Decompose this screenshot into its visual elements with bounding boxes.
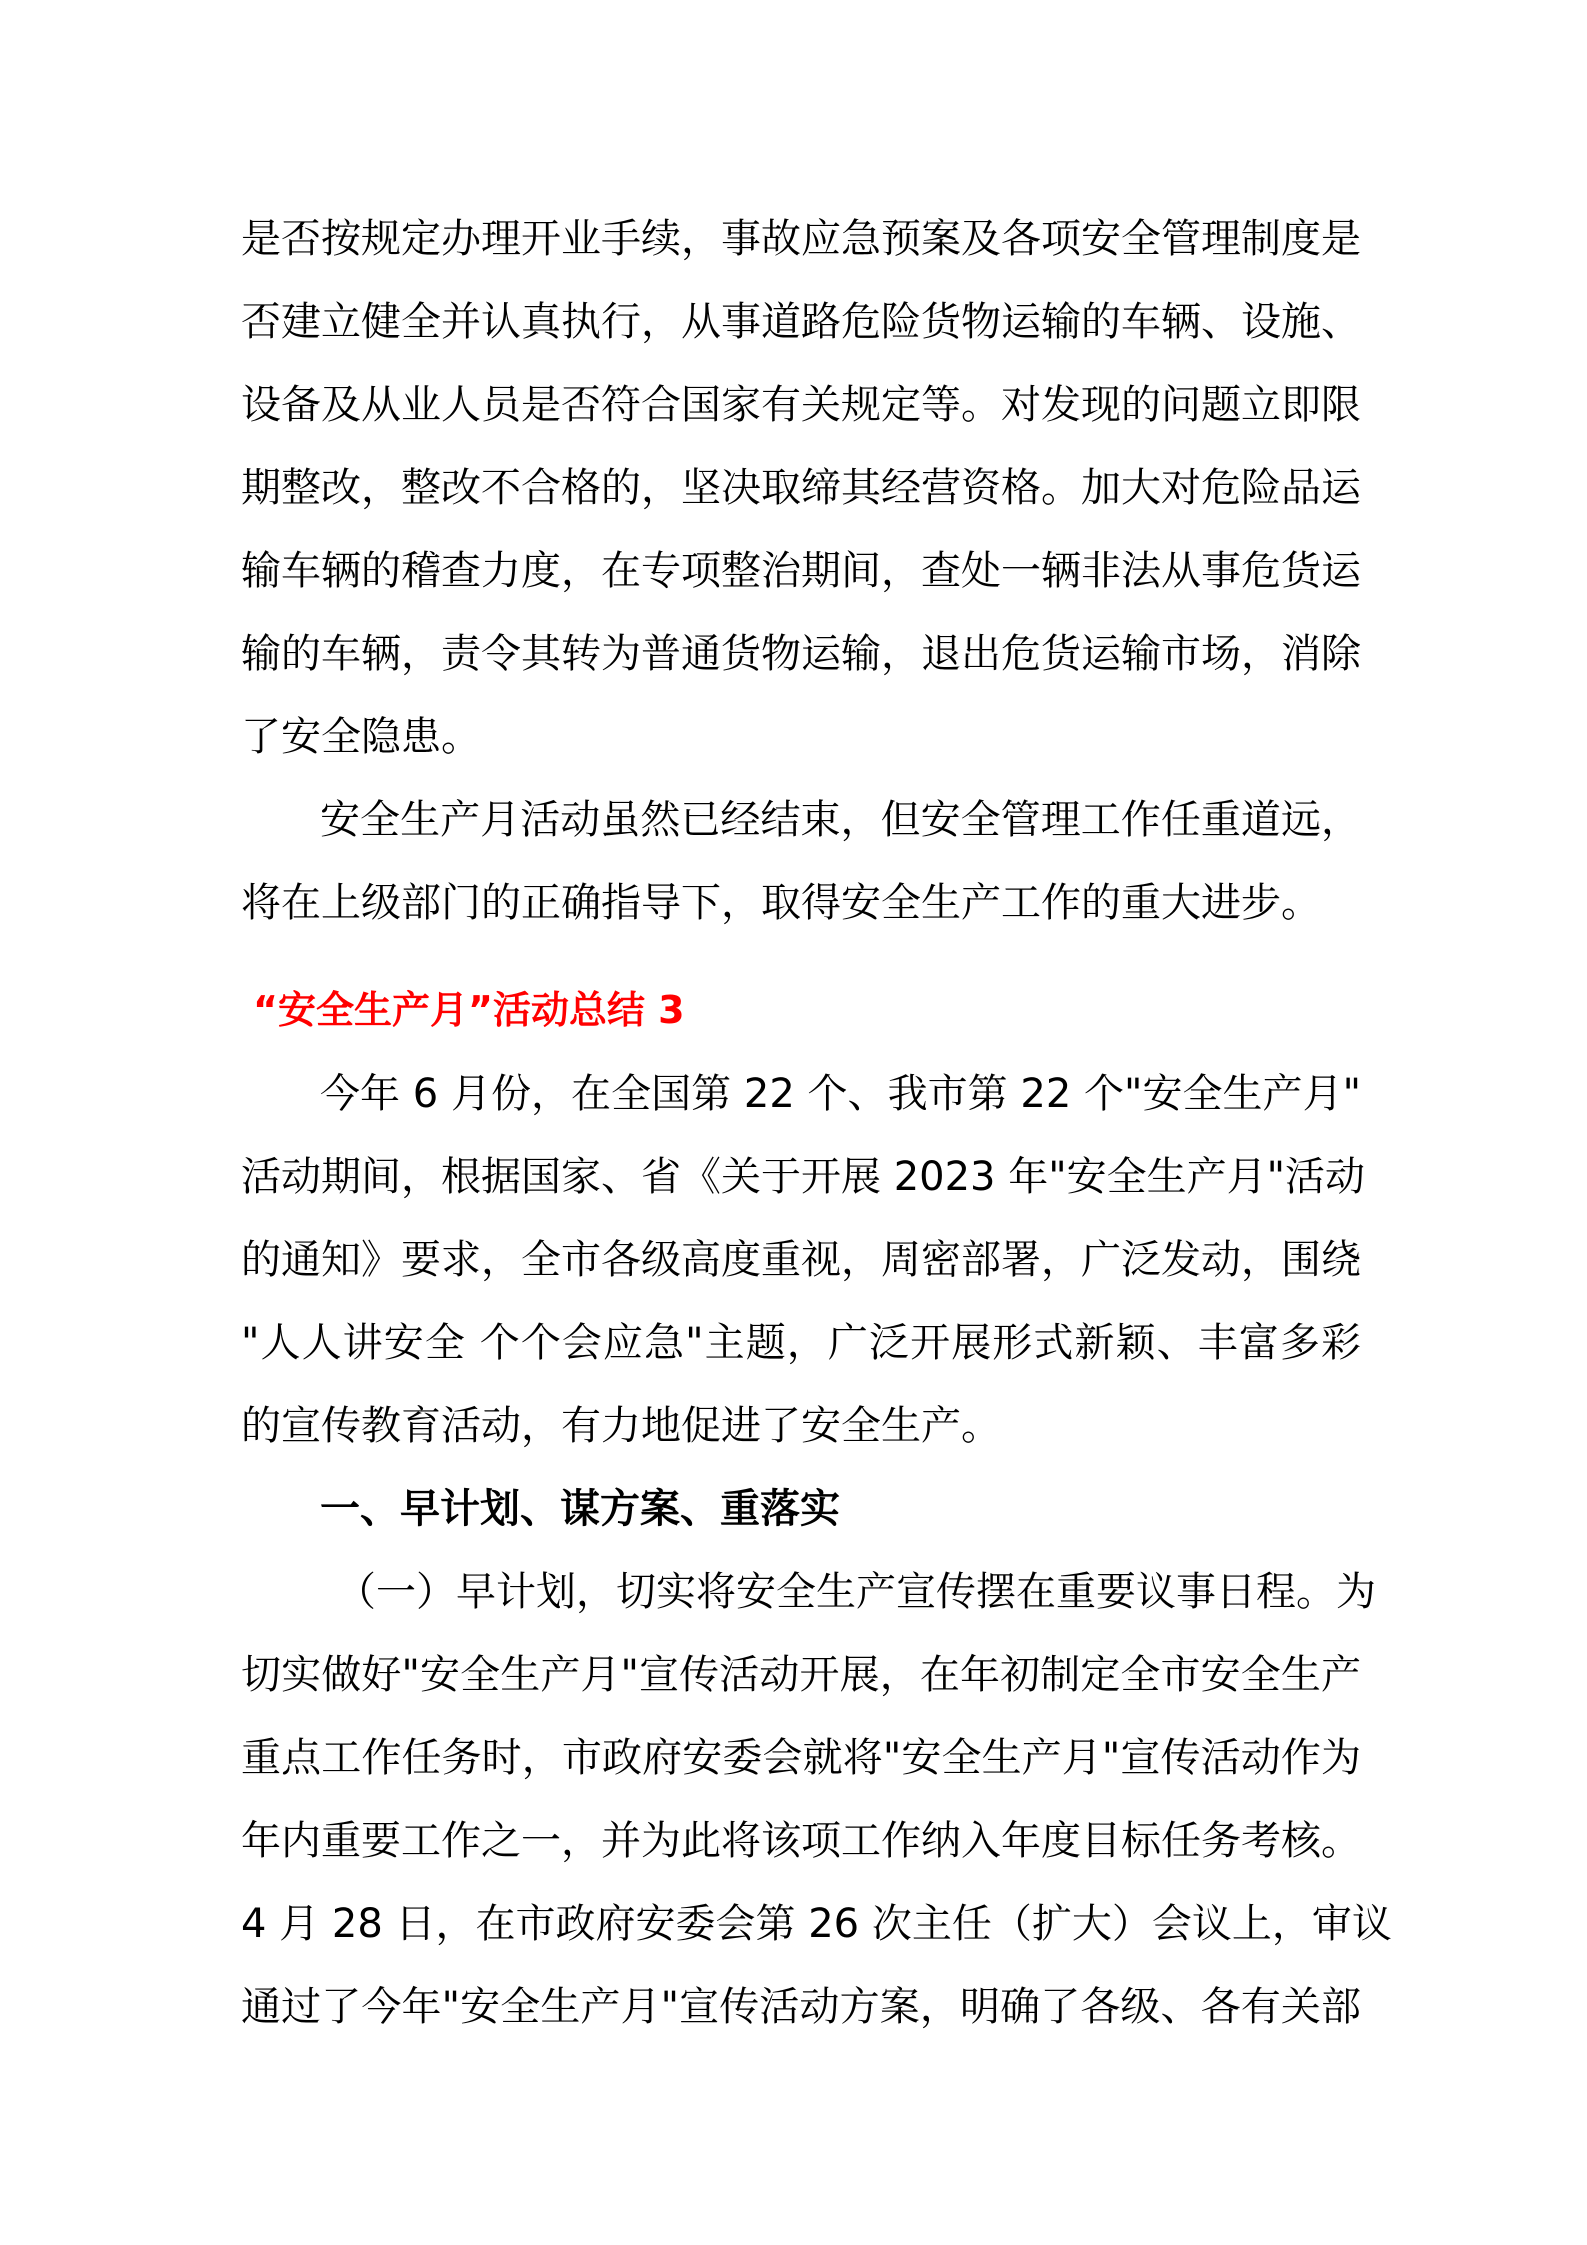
para3-line-3: 的通知》要求，全市各级高度重视，周密部署，广泛发动，围绕 bbox=[241, 1237, 1361, 1283]
section-title: “安全生产月”活动总结 3 bbox=[253, 988, 685, 1032]
para3-line-5: 的宣传教育活动，有力地促进了安全生产。 bbox=[241, 1403, 1001, 1449]
para1-line-4: 期整改，整改不合格的，坚决取缔其经营资格。加大对危险品运 bbox=[241, 465, 1361, 511]
para2-line-1: 安全生产月活动虽然已经结束，但安全管理工作任重道远， bbox=[320, 797, 1361, 843]
para4-line-4: 年内重要工作之一，并为此将该项工作纳入年度目标任务考核。 bbox=[241, 1818, 1361, 1864]
para4-line-1: （一）早计划，切实将安全生产宣传摆在重要议事日程。为 bbox=[336, 1569, 1376, 1615]
para4-line-2: 切实做好"安全生产月"宣传活动开展，在年初制定全市安全生产 bbox=[241, 1652, 1361, 1698]
para1-line-1: 是否按规定办理开业手续，事故应急预案及各项安全管理制度是 bbox=[241, 216, 1361, 262]
subheading: 一、早计划、谋方案、重落实 bbox=[320, 1486, 840, 1532]
para3-line-4: "人人讲安全 个个会应急"主题，广泛开展形式新颖、丰富多彩 bbox=[241, 1320, 1361, 1366]
para4-line-3: 重点工作任务时，市政府安委会就将"安全生产月"宣传活动作为 bbox=[241, 1735, 1361, 1781]
para3-line-1: 今年 6 月份，在全国第 22 个、我市第 22 个"安全生产月" bbox=[320, 1071, 1361, 1117]
para4-line-5: 4 月 28 日，在市政府安委会第 26 次主任（扩大）会议上，审议 bbox=[241, 1901, 1392, 1947]
para1-line-5: 输车辆的稽查力度，在专项整治期间，查处一辆非法从事危货运 bbox=[241, 548, 1361, 594]
para1-line-2: 否建立健全并认真执行，从事道路危险货物运输的车辆、设施、 bbox=[241, 299, 1361, 345]
para3-line-2: 活动期间，根据国家、省《关于开展 2023 年"安全生产月"活动 bbox=[241, 1154, 1366, 1200]
para4-line-6: 通过了今年"安全生产月"宣传活动方案，明确了各级、各有关部 bbox=[241, 1984, 1361, 2030]
para1-line-7: 了安全隐患。 bbox=[241, 714, 481, 760]
para2-line-2: 将在上级部门的正确指导下，取得安全生产工作的重大进步。 bbox=[241, 880, 1321, 926]
para1-line-3: 设备及从业人员是否符合国家有关规定等。对发现的问题立即限 bbox=[241, 382, 1361, 428]
para1-line-6: 输的车辆，责令其转为普通货物运输，退出危货运输市场，消除 bbox=[241, 631, 1361, 677]
